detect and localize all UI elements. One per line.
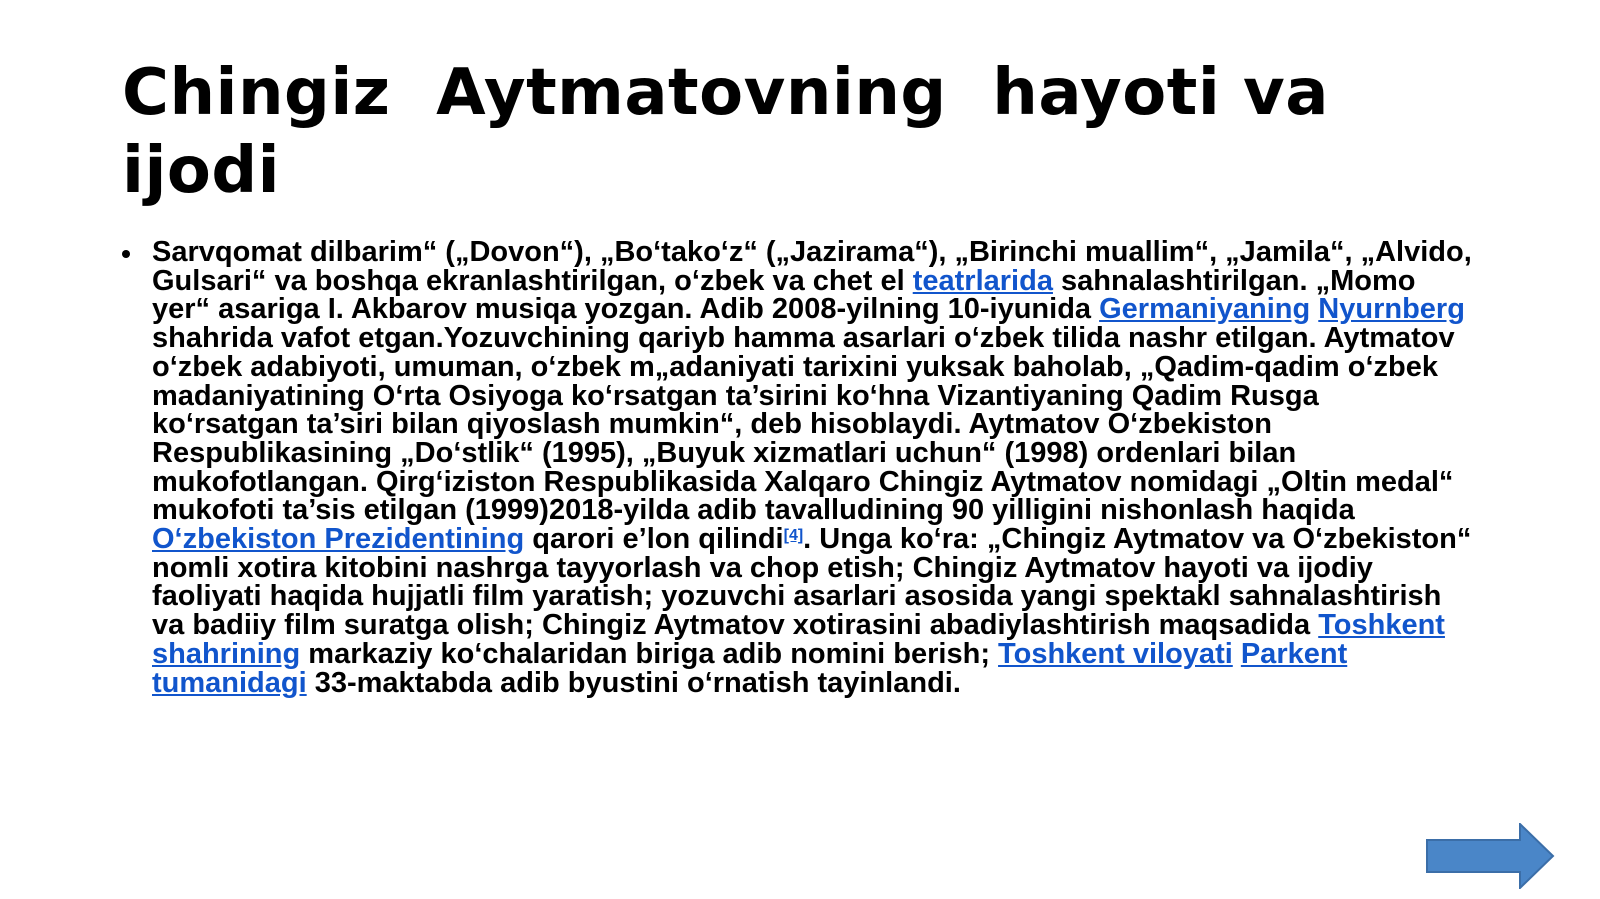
body-paragraph: [152, 238, 1472, 697]
link-germaniyaning[interactable]: Germaniyaning: [1099, 293, 1311, 326]
text-span: [1233, 638, 1241, 670]
bullet-dot-icon: [122, 250, 130, 258]
link-teatrlarida[interactable]: teatrlarida: [912, 264, 1053, 297]
right-arrow-icon: [1427, 824, 1553, 888]
link-toshkent-viloyati[interactable]: Toshkent viloyati: [998, 637, 1233, 670]
link-parkent-tumanidagi[interactable]: Parkent tumanidagi: [152, 637, 1348, 699]
link-toshkent-shahrining[interactable]: Toshkent shahrining: [152, 609, 1445, 670]
text-span: markaziy ko‘chalaridan biriga adib nomini berish;: [300, 637, 999, 670]
text-span: sahnalashtirilgan. „Momo yer“ asariga I. Akbarov musiqa yozgan. Adib 2008-yilning 10-iyunida: [152, 264, 1416, 326]
bullet-list: [122, 238, 1472, 697]
text-span: 33-maktabda adib byustini o‘rnatish tayinlandi.: [306, 666, 961, 699]
footnote-link[interactable]: [4]: [783, 527, 804, 545]
bullet-item: [122, 238, 1472, 697]
text-span: qarori e’lon qilindi: [524, 523, 784, 556]
link-ozbekiston-prezidentining[interactable]: O‘zbekiston Prezidentining: [152, 523, 525, 556]
text-span: . Unga ko‘ra: „Chingiz Aytmatov va O‘zbekiston“ nomli xotira kitobini nashrga tayyorlash va chop etish; Chingiz Aytmatov hayoti va ijodiy faoliyati haqida hujjatli film yaratish; yozuvchi asarlari asosida yangi spektakl sahnalashtirish va badiiy film suratga olish; Chingiz Aytmatov xotirasini abadiylashtirish maqsadida: [152, 523, 1472, 642]
next-slide-button[interactable]: [1425, 823, 1555, 889]
link-nyurnberg[interactable]: Nyurnberg: [1318, 293, 1465, 326]
text-span: shahrida vafot etgan.Yozuvchining qariyb hamma asarlari o‘zbek tilida nashr etilgan. Aytmatov o‘zbek adabiyoti, umuman, o‘zbek m„adaniyati tarixini yuksak baholab, „Qadim-qadim o‘zbek madaniyatining O‘rta Osiyoga ko‘rsatgan ta’sirini ko‘hna Vizantiyaning Qadim Rusga ko‘rsatgan ta’siri bilan qiyoslash mumkin“, deb hisoblaydi. Aytmatov O‘zbekiston Respublikasining „Do‘stlik“ (1995), „Buyuk xizmatlari uchun“ (1998) ordenlari bilan mukofotlangan. Qirg‘iziston Respublikasida Xalqaro Chingiz Aytmatov nomidagi „Oltin medal“ mukofoti ta’sis etilgan (1999)2018-yilda adib tavalludining 90 yilligini nishonlash haqida: [152, 322, 1455, 527]
slide-title: Chingiz Aytmatovning hayoti va ijodi: [122, 56, 1352, 208]
text-span: Sarvqomat dilbarim“ („Dovon“), „Bo‘tako‘z“ („Jazirama“), „Birinchi muallim“, „Jamila“, „Alvido, Gulsari“ va boshqa ekranlashtirilgan, o‘zbek va chet el: [152, 236, 1472, 297]
footnote-ref: [784, 527, 804, 544]
